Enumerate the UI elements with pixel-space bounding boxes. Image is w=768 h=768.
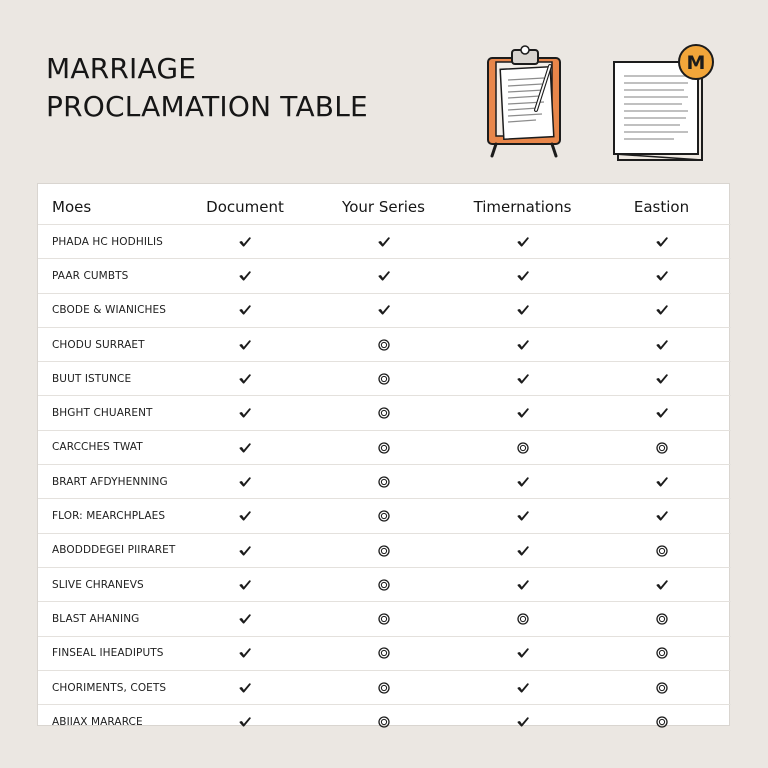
table-cell (314, 533, 453, 567)
circle-icon (377, 612, 391, 626)
check-icon (238, 612, 252, 626)
check-icon (238, 509, 252, 523)
table-cell (314, 567, 453, 601)
circle-icon (377, 475, 391, 489)
table-cell (176, 567, 314, 601)
check-icon (516, 235, 530, 249)
circle-icon (377, 509, 391, 523)
check-icon (238, 372, 252, 386)
circle-icon (377, 715, 391, 729)
clipboard-icon (480, 40, 570, 158)
circle-icon (655, 681, 669, 695)
circle-icon (377, 372, 391, 386)
check-icon (655, 338, 669, 352)
table-cell (453, 327, 592, 361)
table-cell (314, 430, 453, 464)
circle-icon (377, 681, 391, 695)
check-icon (238, 578, 252, 592)
table-row (38, 259, 731, 293)
table-row (38, 533, 731, 567)
table-cell (176, 533, 314, 567)
table-cell (176, 362, 314, 396)
table-cell (453, 465, 592, 499)
table-cell (176, 636, 314, 670)
table-cell (176, 259, 314, 293)
table-cell (592, 396, 731, 430)
table-cell (592, 465, 731, 499)
column-header-moes: Moes (52, 198, 92, 216)
table-cell (176, 670, 314, 704)
table-cell (314, 670, 453, 704)
table-row (38, 396, 731, 430)
table-cell (314, 396, 453, 430)
row-label: FLOR: MEARCHPLAES (52, 510, 166, 523)
check-icon (516, 372, 530, 386)
table-cell (176, 293, 314, 327)
circle-icon (655, 646, 669, 660)
circle-icon (655, 441, 669, 455)
table-cell (453, 636, 592, 670)
table-cell (453, 362, 592, 396)
check-icon (377, 235, 391, 249)
title-line-1: MARRIAGE (46, 52, 197, 85)
table-cell (314, 362, 453, 396)
table-row (38, 499, 731, 533)
table-cell (453, 533, 592, 567)
row-label: BLAST AHANING (52, 612, 140, 625)
check-icon (516, 715, 530, 729)
check-icon (516, 406, 530, 420)
check-icon (516, 475, 530, 489)
row-label: CBODE & WIANICHES (52, 304, 167, 317)
row-label: SLIVE CHRANEVS (52, 578, 144, 591)
row-label: ABODDDEGEI PIIRARET (52, 544, 176, 557)
table-cell (453, 259, 592, 293)
table-cell (176, 705, 314, 739)
row-label: BRART AFDYHENNING (52, 475, 168, 488)
table-cell (176, 327, 314, 361)
table-cell (453, 225, 592, 259)
circle-icon (377, 646, 391, 660)
row-label: CHORIMENTS, COETS (52, 681, 167, 694)
table-cell (592, 259, 731, 293)
check-icon (238, 715, 252, 729)
row-label: BUUT ISTUNCE (52, 372, 132, 385)
check-icon (238, 269, 252, 283)
table-cell (453, 430, 592, 464)
table-cell (453, 396, 592, 430)
table-row (38, 327, 731, 361)
table (38, 184, 731, 739)
table-cell (176, 396, 314, 430)
table-cell (176, 499, 314, 533)
document-icon (608, 42, 722, 164)
table-cell (592, 533, 731, 567)
table-row (38, 430, 731, 464)
table-row (38, 225, 731, 259)
check-icon (655, 303, 669, 317)
circle-icon (377, 441, 391, 455)
table-cell (314, 465, 453, 499)
table-row (38, 465, 731, 499)
circle-icon (377, 578, 391, 592)
check-icon (516, 681, 530, 695)
row-label: PAAR CUMBTS (52, 269, 129, 282)
table-row (38, 602, 731, 636)
table-cell (314, 293, 453, 327)
badge-letter: M (686, 52, 706, 74)
table-row (38, 567, 731, 601)
check-icon (655, 475, 669, 489)
table-cell (592, 602, 731, 636)
check-icon (516, 578, 530, 592)
table-cell (176, 602, 314, 636)
check-icon (516, 509, 530, 523)
table-cell (314, 327, 453, 361)
page-title (46, 50, 368, 126)
check-icon (516, 303, 530, 317)
table-cell (592, 362, 731, 396)
check-icon (238, 544, 252, 558)
table-row (38, 636, 731, 670)
table-header-row (38, 184, 731, 225)
table-cell (592, 670, 731, 704)
circle-icon (377, 406, 391, 420)
table-cell (176, 430, 314, 464)
circle-icon (655, 544, 669, 558)
table-cell (314, 705, 453, 739)
check-icon (516, 646, 530, 660)
circle-icon (655, 715, 669, 729)
table-cell (176, 225, 314, 259)
proclamation-table (37, 183, 730, 729)
table-cell (592, 636, 731, 670)
table-cell (314, 602, 453, 636)
table-row (38, 362, 731, 396)
table-cell (592, 430, 731, 464)
check-icon (655, 406, 669, 420)
table-row (38, 670, 731, 704)
title-line-2: PROCLAMATION TABLE (46, 90, 368, 123)
row-label: CHODU SURRAET (52, 338, 145, 351)
check-icon (238, 303, 252, 317)
circle-icon (516, 441, 530, 455)
table-body (38, 225, 731, 739)
circle-icon (377, 338, 391, 352)
check-icon (238, 406, 252, 420)
table-cell (592, 225, 731, 259)
table-cell (592, 499, 731, 533)
check-icon (238, 441, 252, 455)
circle-icon (516, 612, 530, 626)
row-label: CARCCHES TWAT (52, 441, 143, 454)
check-icon (516, 544, 530, 558)
column-header-your-series: Your Series (342, 198, 425, 216)
row-label: PHADA HC HODHILIS (52, 235, 163, 248)
circle-icon (655, 612, 669, 626)
table-row (38, 293, 731, 327)
check-icon (238, 681, 252, 695)
column-header-document: Document (206, 198, 284, 216)
check-icon (377, 269, 391, 283)
table-cell (592, 293, 731, 327)
table-cell (314, 225, 453, 259)
check-icon (516, 338, 530, 352)
table-row (38, 705, 731, 739)
table-cell (314, 636, 453, 670)
column-header-timernations: Timernations (473, 198, 572, 216)
table-cell (592, 567, 731, 601)
table-cell (176, 465, 314, 499)
table-cell (453, 499, 592, 533)
check-icon (238, 235, 252, 249)
column-header-eastion: Eastion (633, 198, 690, 216)
table-cell (453, 670, 592, 704)
check-icon (238, 646, 252, 660)
check-icon (516, 269, 530, 283)
table-cell (314, 259, 453, 293)
circle-icon (377, 544, 391, 558)
table-cell (453, 705, 592, 739)
table-cell (314, 499, 453, 533)
row-label: FINSEAL IHEADIPUTS (52, 647, 164, 660)
check-icon (377, 303, 391, 317)
check-icon (655, 235, 669, 249)
table-cell (453, 602, 592, 636)
check-icon (655, 372, 669, 386)
table-cell (453, 567, 592, 601)
check-icon (655, 509, 669, 523)
check-icon (655, 578, 669, 592)
check-icon (238, 338, 252, 352)
row-label: ABIIAX MARARCE (52, 716, 143, 729)
table-cell (592, 327, 731, 361)
table-cell (592, 705, 731, 739)
check-icon (655, 269, 669, 283)
table-cell (453, 293, 592, 327)
check-icon (238, 475, 252, 489)
row-label: BHGHT CHUARENT (52, 407, 153, 420)
